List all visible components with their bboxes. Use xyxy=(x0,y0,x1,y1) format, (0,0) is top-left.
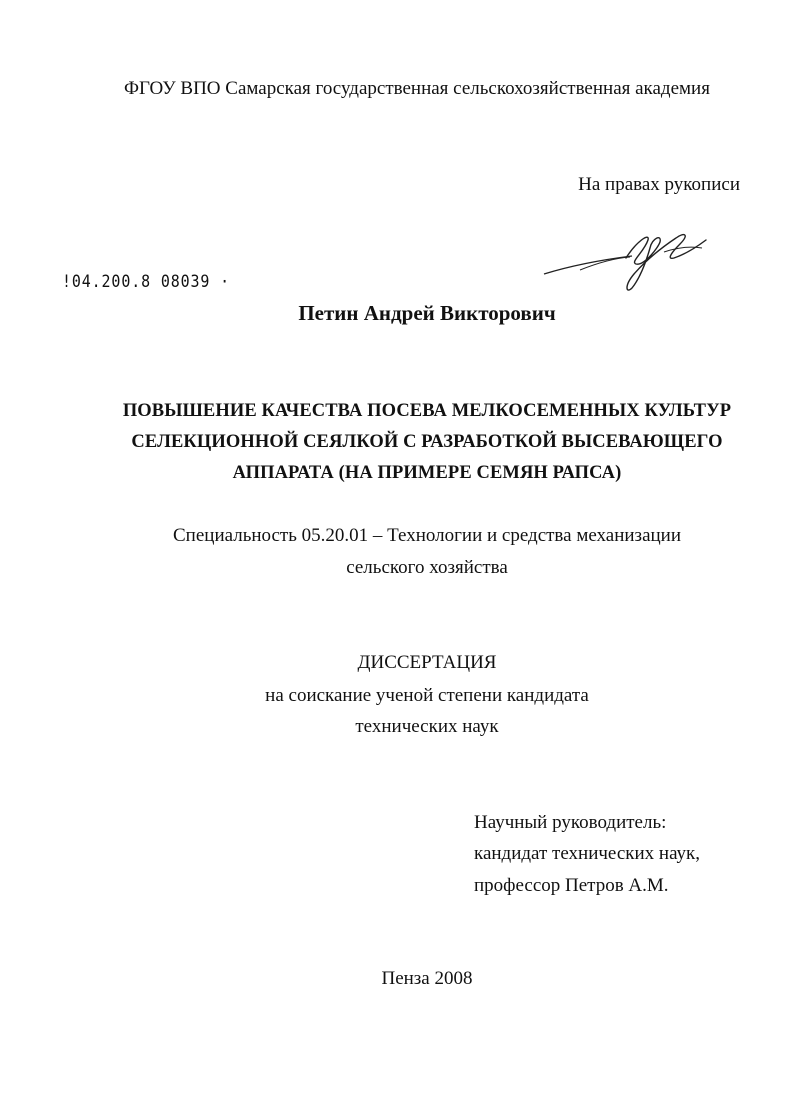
specialty-line: Специальность 05.20.01 – Технологии и средства механизации xyxy=(173,525,681,546)
document-type: ДИССЕРТАЦИЯ xyxy=(357,652,497,673)
thesis-title-line: ПОВЫШЕНИЕ КАЧЕСТВА ПОСЕВА МЕЛКОСЕМЕННЫХ КУЛЬТУР xyxy=(122,401,732,421)
handwritten-signature xyxy=(540,222,720,294)
degree-line: на соискание ученой степени кандидата xyxy=(265,685,589,706)
supervisor-line: Научный руководитель: xyxy=(474,812,667,833)
supervisor-line: кандидат технических наук, xyxy=(474,843,701,864)
institution-name: ФГОУ ВПО Самарская государственная сельскохозяйственная академия xyxy=(124,78,710,99)
specialty-line: сельского хозяйства xyxy=(346,557,508,578)
city-year: Пенза 2008 xyxy=(381,968,473,989)
thesis-title-line: СЕЛЕКЦИОННОЙ СЕЯЛКОЙ С РАЗРАБОТКОЙ ВЫСЕВАЮЩЕГО xyxy=(131,432,723,452)
degree-line: технических наук xyxy=(355,716,499,737)
author-name: Петин Андрей Викторович xyxy=(298,301,556,325)
supervisor-line: профессор Петров А.М. xyxy=(474,875,669,896)
archive-number: !04.200.8 08039 · xyxy=(62,272,231,292)
rights-note: На правах рукописи xyxy=(578,174,740,195)
thesis-title-line: АППАРАТА (НА ПРИМЕРЕ СЕМЯН РАПСА) xyxy=(232,463,622,483)
